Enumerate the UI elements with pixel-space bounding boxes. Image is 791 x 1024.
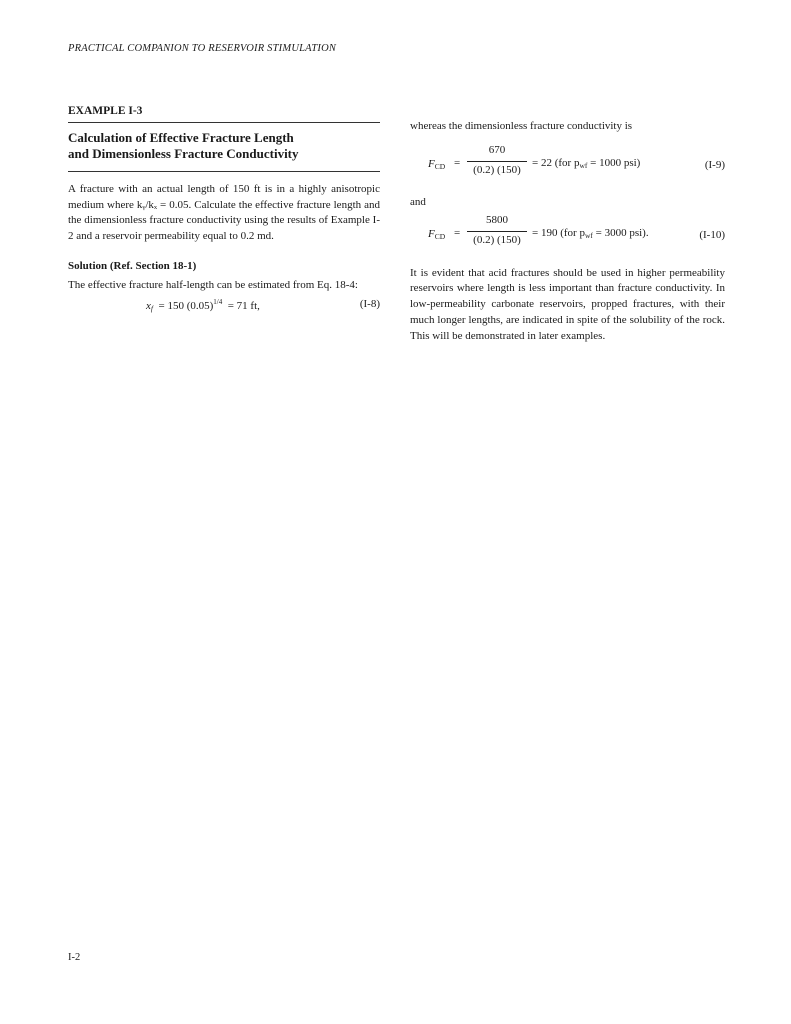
equation-i-9-denominator: (0.2) (150): [473, 163, 521, 176]
left-column: [68, 104, 380, 316]
page-number: I-2: [68, 952, 81, 963]
exponent: 1/4: [213, 297, 223, 306]
top-rule: [68, 122, 380, 123]
equation-i-10-numerator: 5800: [486, 213, 508, 226]
and-word: and: [410, 195, 426, 208]
right-column: [410, 104, 725, 344]
equation-number-i-8: (I-8): [359, 297, 380, 310]
equals-sign: =: [454, 156, 461, 169]
solution-heading: Solution (Ref. Section 18-1): [68, 259, 197, 272]
equation-i-8-result: = 71 ft,: [227, 299, 260, 312]
equation-i-8-body: [146, 298, 260, 313]
equation-i-9-rhs: = 22 (for $p_{wf} = 1000$ psi): [532, 156, 641, 170]
solution-intro: The effective fracture half-length can be estimated from Eq. 18-4:: [68, 278, 358, 291]
equation-number-i-9: (I-9): [704, 158, 725, 171]
xf-symbol: $x_f$: [146, 299, 153, 313]
equation-i-9: [410, 144, 725, 188]
fraction-bar: [467, 231, 527, 232]
equation-i-9-numerator: 670: [488, 143, 506, 156]
equation-number-i-10: (I-10): [699, 228, 725, 241]
example-title-line1: Calculation of Effective Fracture Length: [68, 130, 294, 145]
fraction-bar: [467, 161, 527, 162]
equation-i-10-denominator: (0.2) (150): [473, 233, 521, 246]
problem-text: A fracture with an actual length of 150 ft is in a highly anisotropic medium where kᵧ/kₓ = 0.05. Calculate the effective fracture length and the dimensionless fracture conductivity using the results of Example I-2 and a reservoir permeability equal to 0.2 md.: [68, 183, 380, 243]
equation-i-10-rhs: = 190 (for $p_{wf} = 3000$ psi).: [532, 226, 649, 240]
running-header: PRACTICAL COMPANION TO RESERVOIR STIMULATION: [68, 43, 337, 54]
equation-i-8: [68, 298, 380, 316]
example-title: [68, 130, 380, 162]
equation-i-10: [410, 214, 725, 258]
example-title-line2: and Dimensionless Fracture Conductivity: [68, 146, 299, 161]
equals-sign: =: [454, 226, 461, 239]
right-intro: whereas the dimensionless fracture conductivity is: [410, 120, 633, 132]
conclusion-text: It is evident that acid fractures should be used in higher permeability reservoirs where length is less important than fracture conductivity. In low-permeability carbonate reservoirs, propped fractures, with their much longer lengths, are indicated in spite of the solubility of the rock. This will be demonstrated in later examples.: [410, 266, 725, 342]
equation-i-9-lhs: $F_{CD}$: [428, 157, 446, 171]
bottom-rule: [68, 171, 380, 172]
equation-i-8-expression: = 150 (0.05): [158, 299, 214, 312]
example-label: EXAMPLE I-3: [68, 105, 143, 117]
equation-i-10-lhs: $F_{CD}$: [428, 227, 446, 241]
